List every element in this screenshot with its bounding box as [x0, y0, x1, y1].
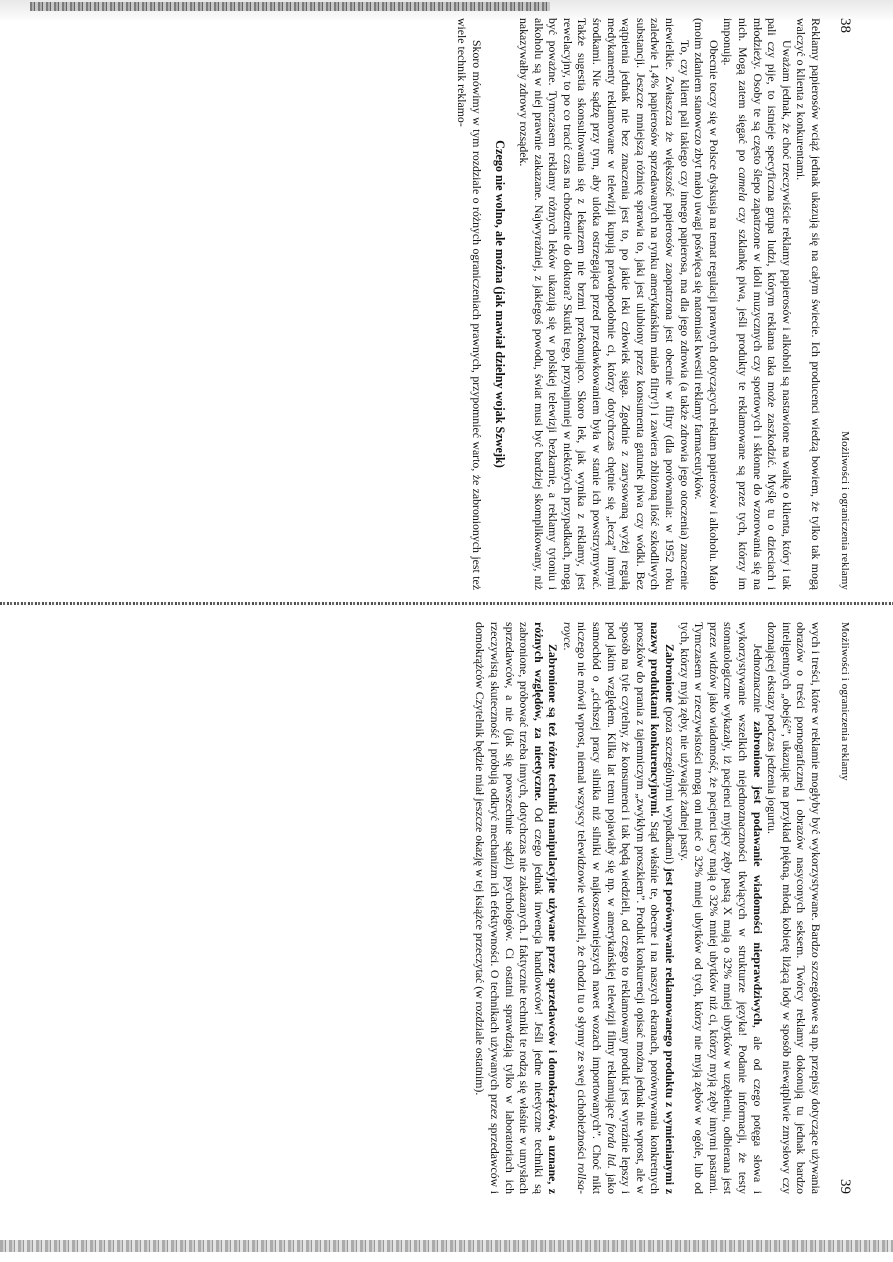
paragraph: [473, 622, 561, 1194]
running-head: [833, 18, 853, 590]
text-run: Reklamy papierosów wciąż jednak ukazują się na całym świecie. Ich producenci wiedzą bowiem, że tylko tak mogą walczyć o klienta z konkurentami.: [794, 18, 823, 590]
scan-artifact-top: [30, 2, 550, 11]
text-run: jako samochód o „cichszej pracy silnika niż silniki w najkosztowniejszych nawet wozach importowanych”. Choć nikt niczego nie mówił wprost, niemal wszyscy telewidzowie wiedzieli, że chodzi tu o słynny ze swej cichobieżności: [575, 622, 619, 1195]
running-head: [833, 622, 853, 1194]
text-run: Jednoznacznie: [750, 644, 765, 722]
page-number: 39: [837, 1179, 853, 1194]
text-run: Skoro mówimy w tym rozdziale o różnych ograniczeniach prawnych, przypomnieć warto, że zabronionych jest też wiele technik reklamo-: [455, 18, 484, 590]
text-run: Od czego jednak inwencja handlowców! Jeśli jedne nieetyczne techniki są zabronione, próbować trzeba innych, dotychczas nie zakazanych. I faktycznie techniki te rodzą się właśnie w umysłach sprzedawców, a nie (jak się powszechnie sądzi) psychologów. Ci ostatni sprawdzają tylko w laboratoriach ich rzeczywistą skuteczność i próbują odkryć mechanizm ich efektywności. O technikach używanych przez sprzedawców i domokrążców Czytelnik będzie miał jeszcze okazję w tej książce przeczytać (w rozdziale ostatnim).: [473, 622, 546, 1194]
page-38: [133, 18, 853, 590]
text-run: forda ltd.: [604, 1123, 619, 1169]
text-run: Czego nie wolno, ale można (jak mawiał dzielny wojak Szwejk): [492, 140, 507, 468]
paragraph: [692, 18, 721, 590]
text-run: Zabronione są też różne techniki manipulacyjne używane przez sprzedawców i domokrążców, a uznane, z różnych względów, za nieetyczne.: [531, 622, 561, 1194]
paragraph: [721, 18, 794, 590]
paragraph: [560, 622, 677, 1194]
book-gutter: [0, 602, 893, 605]
paragraph: [794, 18, 823, 590]
text-run: zabronione jest podawanie wiadomości nieprawdziwych: [750, 721, 765, 1025]
page-39: [73, 622, 853, 1194]
page-number: 38: [837, 18, 853, 33]
running-head-title: Możliwości i ograniczenia reklamy: [839, 622, 851, 781]
paragraph: [517, 18, 692, 590]
page-body: [473, 622, 823, 1194]
text-run: , ale od czego potęga słowa i wykorzystywanie wszelkich niejednoznaczności tkwiących w strukturze języka! Podanie informacji, że testy stomatologiczne wykazały, iż pacjenci myjący zęby pastą X mają o 32% mniej ubytków w uzębieniu, odbierana jest przez widzów jako wiadomość, że pacjenci tacy mają o 32% mniej ubytków niż ci, którzy myją zęby innymi pastami. Tymczasem w rzeczywistości mogą oni mieć o 32% mniej ubytków od tych, którzy nie myją zębów w ogóle, lub od tych, którzy myją zęby, nie używając żadnej pasty.: [677, 622, 765, 1194]
text-run: Obecnie toczy się w Polsce dyskusja na temat regulacji prawnych dotyczących reklam papierosów i alkoholu. Mało (moim zdaniem stanowczo zbyt mało) uwagi poświęca się natomiast kwestii reklamy farmaceutyków.: [692, 18, 721, 590]
text-run: To, czy klient pali takiego czy innego papierosa, ma dla jego zdrowia (a także zdrowia jego otoczenia) znaczenie niewielkie. Zwłaszcza że większość papierosów zaopatrzona jest obecnie w filtry (dla porównania: w 1952 roku zaledwie 1,4% papierosów sprzedawanych na rynku amerykańskim miało filtry!) i zawiera zbliżoną ilość szkodliwych substancji. Jeszcze mniejszą różnicę sprawia to, jaki jest ulubiony przez konsumenta gatunek piwa czy wódki. Bez wątpienia jednak nie bez znaczenia jest to, po jakie leki człowiek sięga. Zgodnie z zarysowaną wyżej regułą medykamenty reklamowane w telewizji kupują prawdopodobnie ci, którzy dotychczas chętnie się „leczą” innymi środkami. Nie sądzę przy tym, aby ulotka ostrzegająca przed przedawkowaniem była w stanie ich powstrzymywać. Także sugestia skonsultowania się z lekarzem nie brzmi przekonująco. Skoro lek, jak wynika z reklamy, jest rewelacyjny, to po co tracić czas na chodzenie do doktora? Skutki tego, przynajmniej w niektórych przypadkach, mogą być poważne. Tymczasem reklamy różnych leków ukazują się w polskiej telewizji bezkarnie, a reklamy tytoniu i alkoholu są w niej prawnie zakazane. Najwyraźniej, z jakiegoś powodu, świat musi być bardziej skomplikowany, niż nakazywałby zdrowy rozsądek.: [517, 18, 692, 590]
paragraph: [765, 622, 823, 1194]
section-heading: [492, 18, 507, 590]
text-run: Stąd właśnie te, obecne i na naszych ekranach, porównywania konkretnych proszków do prania z tajemniczym „zwykłym proszkiem”. Produkt konkurencji opisać można jednak nie wprost, ale w sposób na tyle czytelny, że konsumenci i tak będą wiedzieli, od czego to reklamowany produkt jest wyraźnie lepszy i pod jakim względem. Kilka lat temu pojawiały się np. w amerykańskiej telewizji filmy reklamujące: [604, 622, 663, 1194]
text-run: (poza szczególnymi wypadkami): [663, 702, 678, 868]
text-run: jest porównywanie reklamowanego produktu z wymienianymi z nazwy produktami konkurencyjnymi.: [648, 622, 678, 1194]
text-run: camela: [736, 167, 751, 202]
text-run: rollsa-royce.: [560, 622, 590, 1194]
running-head-title: Możliwości i ograniczenia reklamy: [839, 431, 851, 590]
text-run: czy szklankę piwa, jeśli produkty te reklamowane są przez tych, którzy im imponują.: [721, 18, 751, 590]
text-run: wych i treści, które w reklamie mogłyby być wykorzystywane. Bardzo szczegółowe są np. przepisy dotyczące używania obrazów o treści pornograficznej i obrazów nasyconych seksem. Twórcy reklamy dokonują tu jednak bardzo inteligentnych „obejść”, ukazując na przykład piękną, młodą kobietę liżącą lody w sposób niewątpliwie zmysłowy czy doznającej ekstazy podczas jedzenia jogurtu.: [765, 622, 823, 1194]
paragraph: [455, 18, 484, 590]
text-run: Zabronione: [663, 644, 678, 703]
paragraph: [677, 622, 765, 1194]
page-body: [455, 18, 823, 590]
text-run: Uważam jednak, że choć rzeczywiście reklamy papierosów i alkoholi są nastawione na walkę o klienta, który i tak pali czy pije, to istnieje specyficzna grupa ludzi, którym reklama taka może zaszkodzić. Myślę tu o dzieciach i młodzieży. Osoby te są często ślepo zapatrzone w idoli muzycznych czy sportowych i skłonne do wzorowania się na nich. Mogą zatem sięgać po: [736, 18, 794, 590]
scan-artifact-bottom: [0, 1240, 893, 1252]
